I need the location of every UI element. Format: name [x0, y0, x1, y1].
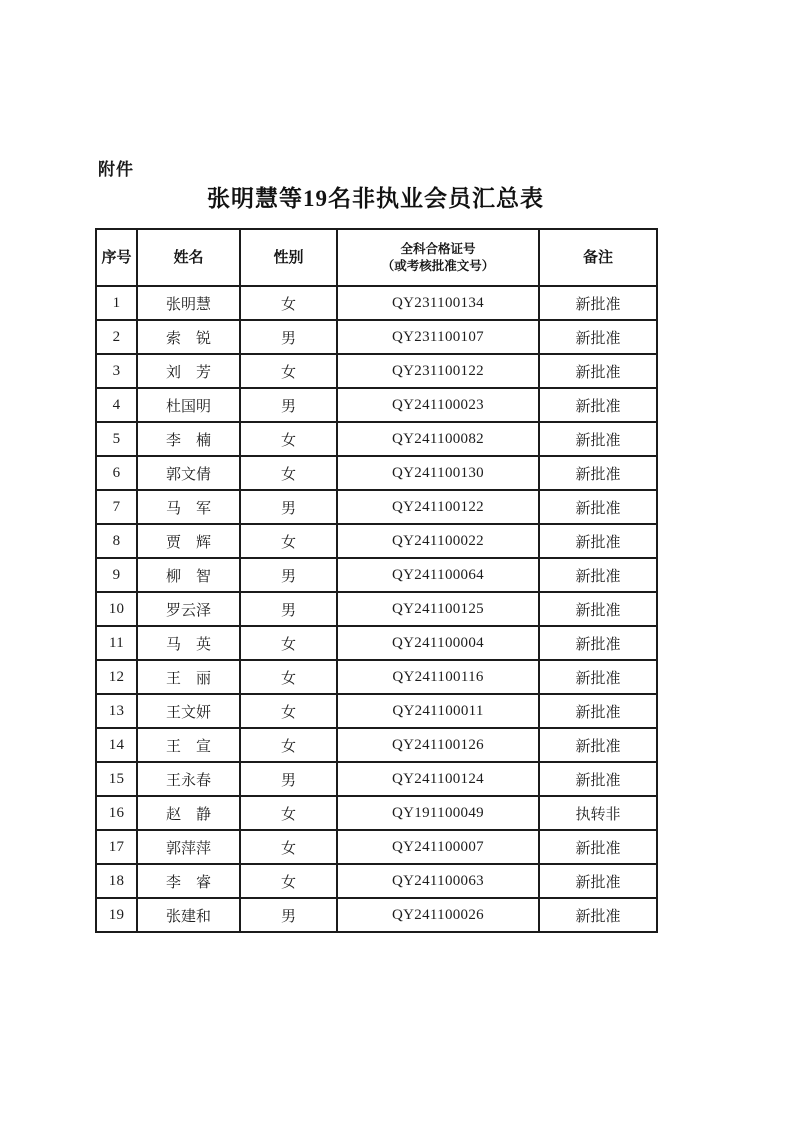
- cell-gender: 女: [240, 354, 337, 388]
- cell-remark: 新批准: [539, 320, 657, 354]
- cell-seq: 14: [96, 728, 137, 762]
- cell-name: 李 楠: [137, 422, 240, 456]
- cell-remark: 执转非: [539, 796, 657, 830]
- table-row: [96, 626, 657, 660]
- cell-seq: 2: [96, 320, 137, 354]
- cell-remark: 新批准: [539, 762, 657, 796]
- cell-remark: 新批准: [539, 694, 657, 728]
- table-row: [96, 762, 657, 796]
- cell-cert_no: QY231100107: [337, 320, 539, 354]
- table-row: [96, 694, 657, 728]
- cell-remark: 新批准: [539, 354, 657, 388]
- cell-name: 马 英: [137, 626, 240, 660]
- column-header-seq: [96, 229, 137, 286]
- cell-name: 贾 辉: [137, 524, 240, 558]
- cell-seq: 4: [96, 388, 137, 422]
- cell-gender: 女: [240, 422, 337, 456]
- cell-seq: 18: [96, 864, 137, 898]
- cell-name: 王文妍: [137, 694, 240, 728]
- table-row: [96, 558, 657, 592]
- cell-cert_no: QY241100064: [337, 558, 539, 592]
- members-table: [95, 228, 658, 933]
- cell-remark: 新批准: [539, 830, 657, 864]
- cell-remark: 新批准: [539, 388, 657, 422]
- table-row: [96, 422, 657, 456]
- cell-seq: 13: [96, 694, 137, 728]
- table-row: [96, 354, 657, 388]
- cell-cert_no: QY241100007: [337, 830, 539, 864]
- cell-name: 柳 智: [137, 558, 240, 592]
- header-row: [96, 229, 657, 286]
- column-header-text: 性别: [273, 249, 304, 266]
- cell-name: 赵 静: [137, 796, 240, 830]
- cell-cert_no: QY191100049: [337, 796, 539, 830]
- cell-cert_no: QY241100116: [337, 660, 539, 694]
- cell-cert_no: QY241100124: [337, 762, 539, 796]
- cell-seq: 10: [96, 592, 137, 626]
- cell-remark: 新批准: [539, 728, 657, 762]
- column-header-text: 姓名: [173, 249, 204, 266]
- table-row: [96, 456, 657, 490]
- cell-seq: 16: [96, 796, 137, 830]
- cell-cert_no: QY241100126: [337, 728, 539, 762]
- cell-name: 郭文倩: [137, 456, 240, 490]
- cell-name: 王 丽: [137, 660, 240, 694]
- cell-cert_no: QY241100023: [337, 388, 539, 422]
- cell-cert_no: QY241100026: [337, 898, 539, 932]
- table-row: [96, 592, 657, 626]
- cell-seq: 3: [96, 354, 137, 388]
- cell-name: 郭萍萍: [137, 830, 240, 864]
- cell-name: 罗云泽: [137, 592, 240, 626]
- cell-seq: 19: [96, 898, 137, 932]
- column-header-text: 序号: [101, 249, 132, 266]
- column-header-cert_no: [337, 229, 539, 286]
- cell-gender: 男: [240, 762, 337, 796]
- cell-seq: 9: [96, 558, 137, 592]
- cell-name: 刘 芳: [137, 354, 240, 388]
- cell-gender: 男: [240, 490, 337, 524]
- cell-name: 杜国明: [137, 388, 240, 422]
- cell-cert_no: QY241100022: [337, 524, 539, 558]
- cell-remark: 新批准: [539, 898, 657, 932]
- cell-gender: 女: [240, 830, 337, 864]
- cell-seq: 1: [96, 286, 137, 320]
- column-header-text: （或考核批准文号）: [381, 258, 495, 273]
- cell-seq: 15: [96, 762, 137, 796]
- table-row: [96, 898, 657, 932]
- cell-gender: 男: [240, 558, 337, 592]
- cell-gender: 女: [240, 796, 337, 830]
- cell-remark: 新批准: [539, 592, 657, 626]
- cell-remark: 新批准: [539, 626, 657, 660]
- column-header-text: 备注: [582, 249, 613, 266]
- table-row: [96, 660, 657, 694]
- cell-gender: 男: [240, 898, 337, 932]
- members-table-head: [96, 229, 657, 286]
- column-header-text: 全科合格证号: [400, 242, 476, 257]
- cell-cert_no: QY241100125: [337, 592, 539, 626]
- table-row: [96, 728, 657, 762]
- table-row: [96, 490, 657, 524]
- cell-remark: 新批准: [539, 286, 657, 320]
- column-header-remark: [539, 229, 657, 286]
- cell-seq: 17: [96, 830, 137, 864]
- cell-gender: 男: [240, 592, 337, 626]
- cell-gender: 女: [240, 660, 337, 694]
- cell-remark: 新批准: [539, 558, 657, 592]
- cell-seq: 8: [96, 524, 137, 558]
- cell-gender: 女: [240, 524, 337, 558]
- cell-cert_no: QY241100004: [337, 626, 539, 660]
- cell-seq: 6: [96, 456, 137, 490]
- column-header-gender: [240, 229, 337, 286]
- cell-name: 张明慧: [137, 286, 240, 320]
- cell-cert_no: QY241100063: [337, 864, 539, 898]
- cell-remark: 新批准: [539, 660, 657, 694]
- cell-name: 马 军: [137, 490, 240, 524]
- cell-cert_no: QY241100082: [337, 422, 539, 456]
- cell-gender: 男: [240, 320, 337, 354]
- cell-gender: 女: [240, 694, 337, 728]
- document-title: 张明慧等19名非执业会员汇总表: [207, 186, 544, 211]
- table-row: [96, 864, 657, 898]
- cell-name: 王永春: [137, 762, 240, 796]
- cell-name: 索 锐: [137, 320, 240, 354]
- cell-name: 张建和: [137, 898, 240, 932]
- cell-seq: 5: [96, 422, 137, 456]
- cell-remark: 新批准: [539, 456, 657, 490]
- cell-remark: 新批准: [539, 864, 657, 898]
- cell-remark: 新批准: [539, 490, 657, 524]
- cell-seq: 11: [96, 626, 137, 660]
- cell-seq: 7: [96, 490, 137, 524]
- cell-name: 王 宣: [137, 728, 240, 762]
- cell-name: 李 睿: [137, 864, 240, 898]
- cell-gender: 女: [240, 456, 337, 490]
- table-row: [96, 796, 657, 830]
- members-table-body: [96, 286, 657, 932]
- cell-cert_no: QY231100134: [337, 286, 539, 320]
- cell-gender: 女: [240, 626, 337, 660]
- cell-gender: 男: [240, 388, 337, 422]
- table-row: [96, 286, 657, 320]
- table-row: [96, 830, 657, 864]
- cell-cert_no: QY241100122: [337, 490, 539, 524]
- table-row: [96, 388, 657, 422]
- cell-gender: 女: [240, 286, 337, 320]
- cell-cert_no: QY231100122: [337, 354, 539, 388]
- cell-seq: 12: [96, 660, 137, 694]
- cell-cert_no: QY241100130: [337, 456, 539, 490]
- cell-cert_no: QY241100011: [337, 694, 539, 728]
- cell-gender: 女: [240, 728, 337, 762]
- column-header-name: [137, 229, 240, 286]
- cell-remark: 新批准: [539, 422, 657, 456]
- attachment-label: 附件: [98, 160, 134, 179]
- table-row: [96, 320, 657, 354]
- cell-gender: 女: [240, 864, 337, 898]
- cell-remark: 新批准: [539, 524, 657, 558]
- table-row: [96, 524, 657, 558]
